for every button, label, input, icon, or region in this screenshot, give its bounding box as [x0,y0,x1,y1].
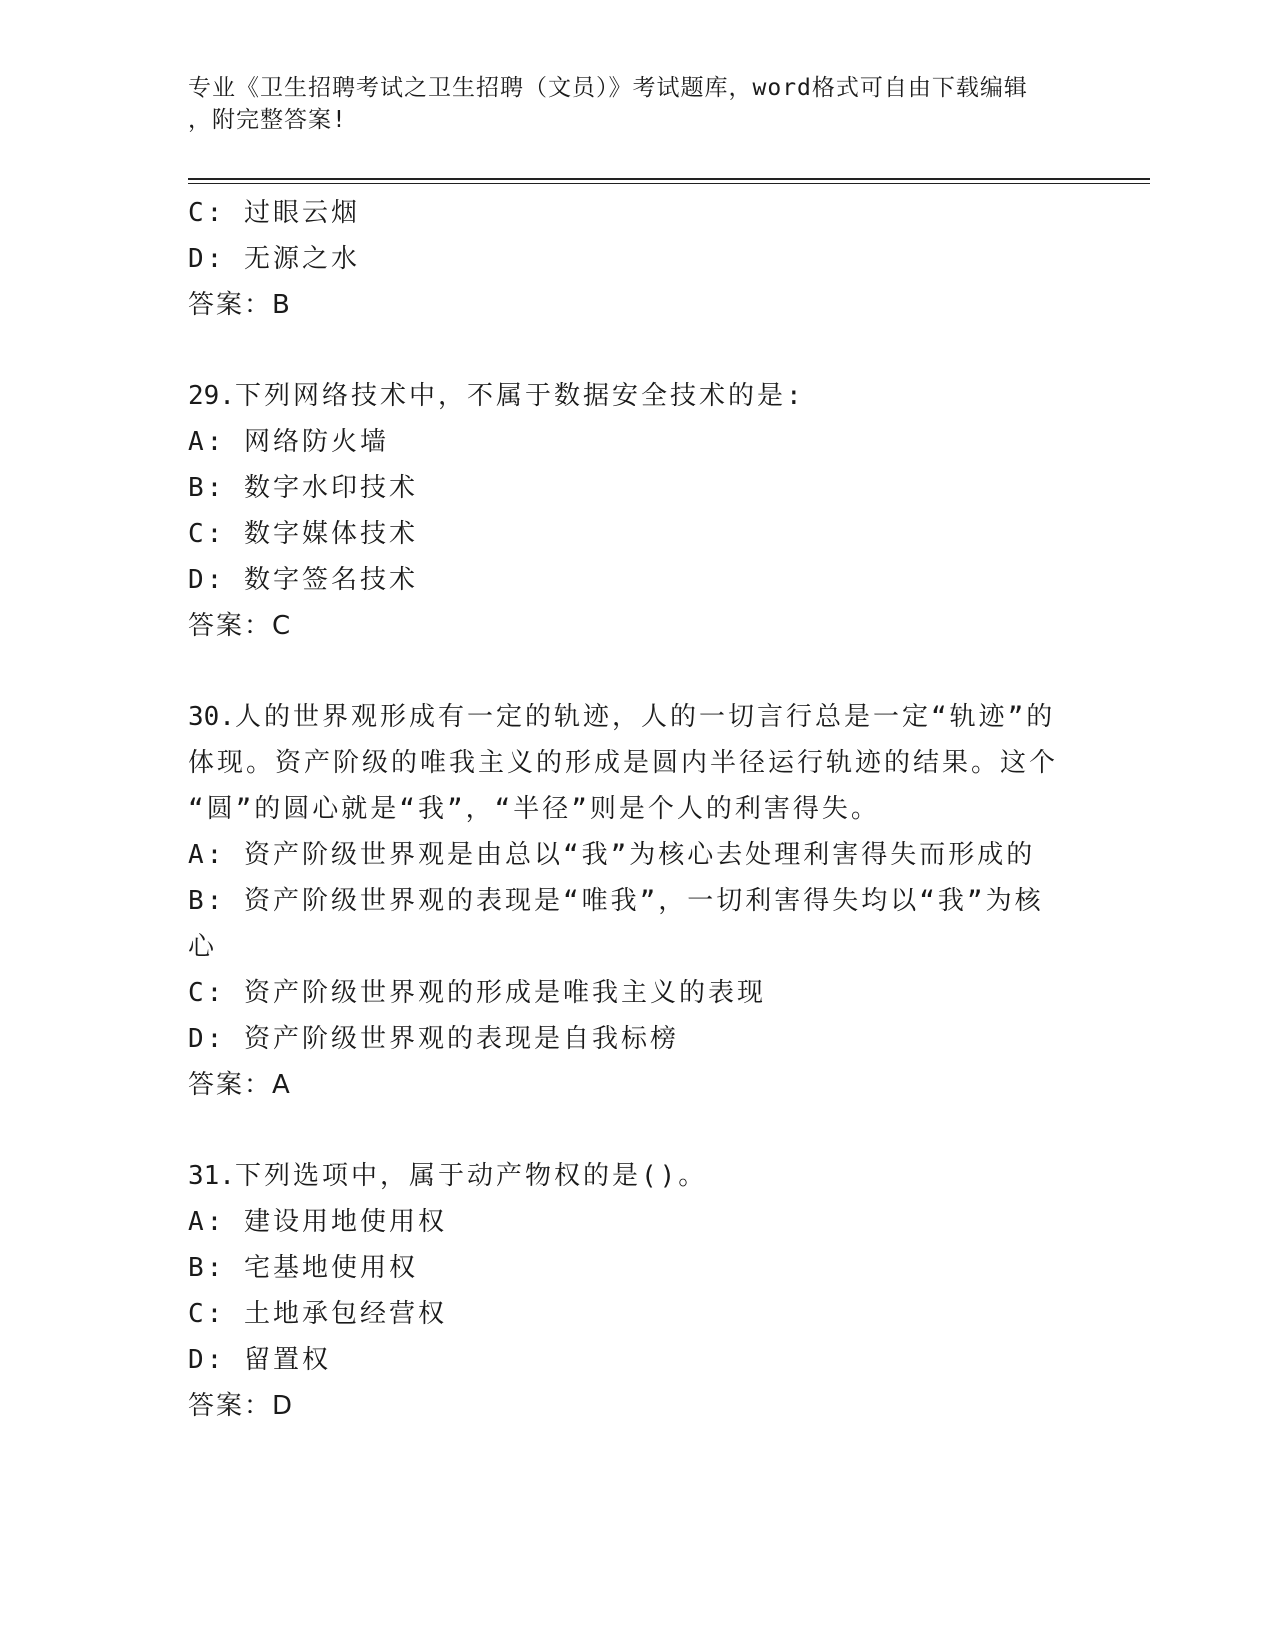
option-text: 土地承包经营权 [243,1299,447,1329]
question-stem-text: 下列网络技术中，不属于数据安全技术的是: [234,381,805,411]
option-b [188,1245,1088,1291]
option-b-continuation: 心 [188,932,218,962]
option-label: B: [188,473,226,503]
option-d [188,1016,1088,1062]
option-text: 资产阶级世界观的形成是唯我主义的表现 [243,978,766,1008]
option-d [188,1337,1088,1383]
option-text: 无源之水 [243,244,360,274]
question-31 [188,1153,1088,1429]
option-label: C: [188,978,226,1008]
option-label: D: [188,244,226,274]
question-continued [188,190,1088,328]
option-b [188,465,1088,511]
option-label: B: [188,886,226,916]
option-label: A: [188,427,226,457]
option-label: D: [188,1345,226,1375]
question-stem-text: 下列选项中，属于动产物权的是()。 [234,1161,708,1191]
option-c [188,1291,1088,1337]
option-text: 留置权 [243,1345,331,1375]
option-label: C: [188,1299,226,1329]
header-title-line-2: ，附完整答案! [188,107,347,133]
question-29 [188,373,1088,649]
header-divider-thick [188,178,1150,180]
option-text: 数字签名技术 [243,565,418,595]
option-a [188,1199,1088,1245]
option-text: 资产阶级世界观是由总以“我”为核心去处理利害得失而形成的 [243,840,1036,870]
header-title-line-1: 专业《卫生招聘考试之卫生招聘（文员）》考试题库，word格式可自由下载编辑 [188,75,1028,101]
question-list [188,190,1088,1429]
option-c [188,190,1088,236]
option-label: D: [188,1024,226,1054]
question-number: 31. [188,1161,235,1191]
option-label: D: [188,565,226,595]
option-text: 数字媒体技术 [243,519,418,549]
answer-line: 答案：D [188,1391,295,1421]
question-stem [188,373,1088,419]
document-header [188,72,1088,136]
answer-line: 答案：B [188,290,292,320]
header-divider-thin [188,183,1150,184]
question-number: 29. [188,381,235,411]
option-text: 数字水印技术 [243,473,418,503]
option-text: 资产阶级世界观的表现是“唯我”，一切利害得失均以“我”为核 [243,886,1044,916]
answer-line: 答案：C [188,611,293,641]
question-number: 30. [188,702,235,732]
spacer [188,649,1088,694]
question-stem-line-3: “圆”的圆心就是“我”，“半径”则是个人的利害得失。 [188,794,880,824]
question-30 [188,694,1088,1108]
option-a [188,832,1088,878]
option-b [188,878,1088,924]
option-c [188,511,1088,557]
spacer [188,328,1088,373]
option-label: C: [188,198,226,228]
option-c [188,970,1088,1016]
option-label: A: [188,1207,226,1237]
option-text: 宅基地使用权 [243,1253,418,1283]
option-label: C: [188,519,226,549]
option-a [188,419,1088,465]
question-stem-text: 人的世界观形成有一定的轨迹，人的一切言行总是一定“轨迹”的 [234,702,1056,732]
option-text: 网络防火墙 [243,427,389,457]
option-label: B: [188,1253,226,1283]
option-text: 过眼云烟 [243,198,360,228]
answer-line: 答案：A [188,1070,292,1100]
option-text: 资产阶级世界观的表现是自我标榜 [243,1024,679,1054]
option-text: 建设用地使用权 [243,1207,447,1237]
question-stem-line-2: 体现。资产阶级的唯我主义的形成是圆内半径运行轨迹的结果。这个 [188,748,1059,778]
option-label: A: [188,840,226,870]
question-stem [188,1153,1088,1199]
spacer [188,1108,1088,1153]
option-d [188,236,1088,282]
option-d [188,557,1088,603]
question-stem-line-1 [188,694,1088,740]
